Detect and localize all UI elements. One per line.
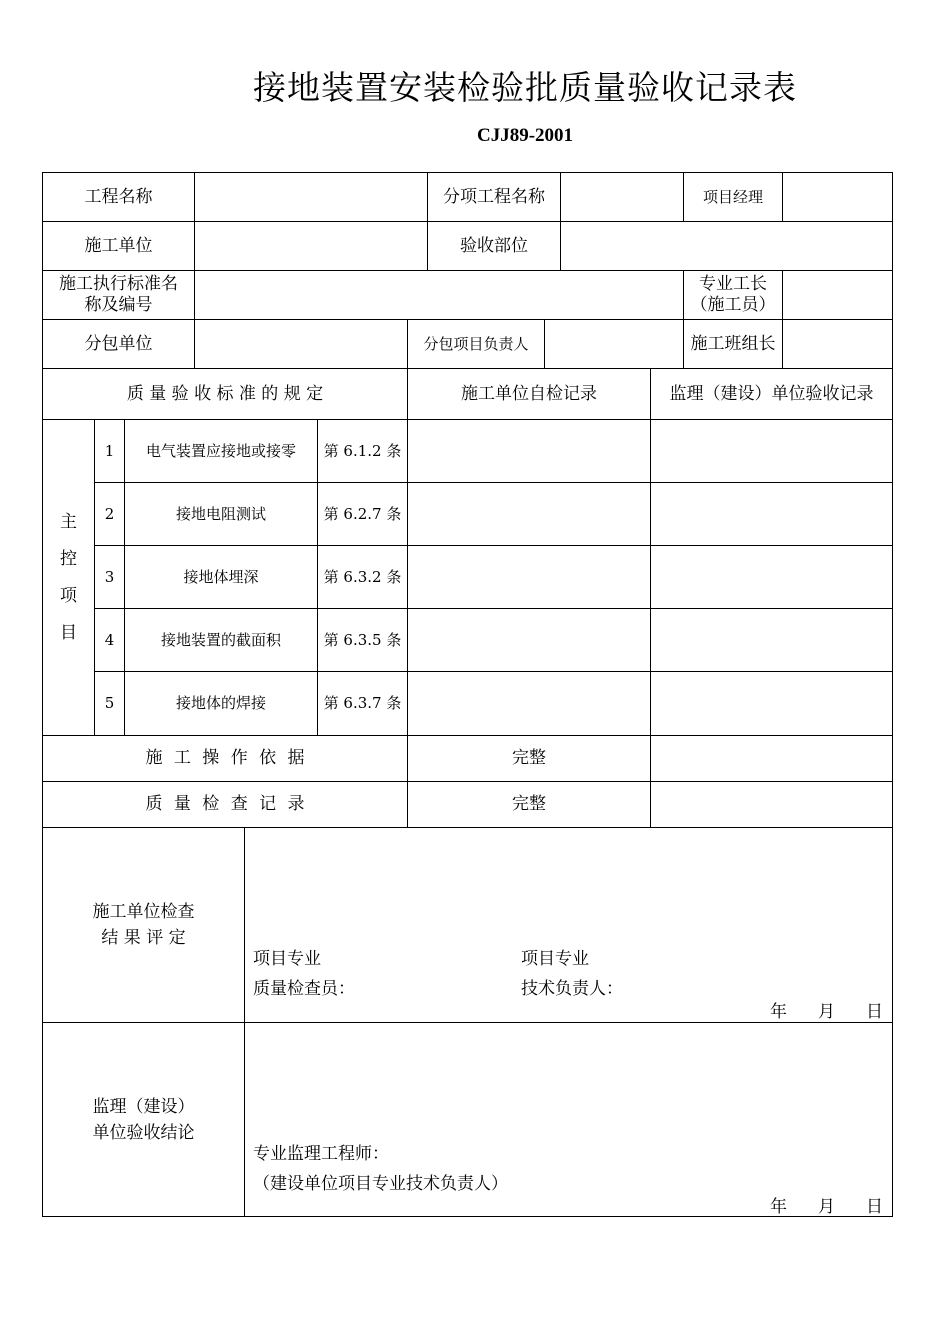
quality-inspection-value: 完整 bbox=[407, 781, 651, 828]
tech-lead-line1: 项目专业 bbox=[521, 949, 589, 969]
main-items-char-2: 控 bbox=[60, 548, 77, 569]
owner-representative-label: （建设单位项目专业技术负责人） bbox=[253, 1174, 508, 1194]
sub-manager-field[interactable] bbox=[544, 319, 684, 369]
project-manager-field[interactable] bbox=[782, 172, 893, 222]
label-execution-standard bbox=[42, 270, 195, 320]
item-number: 2 bbox=[94, 482, 125, 546]
execution-standard-field[interactable] bbox=[194, 270, 684, 320]
label-project-manager: 项目经理 bbox=[683, 172, 783, 222]
item-self-check-cell[interactable] bbox=[407, 608, 651, 672]
main-items-char-3: 项 bbox=[60, 585, 77, 606]
item-name: 接地装置的截面积 bbox=[124, 608, 318, 672]
item-supervision-cell[interactable] bbox=[650, 671, 893, 736]
main-items-char-1: 主 bbox=[60, 511, 77, 532]
sub-project-name-field[interactable] bbox=[560, 172, 684, 222]
item-self-check-cell[interactable] bbox=[407, 545, 651, 609]
item-supervision-cell[interactable] bbox=[650, 482, 893, 546]
date-month: 月 bbox=[818, 1197, 835, 1217]
label-quality-inspection: 质 量 检 查 记 录 bbox=[42, 781, 408, 828]
date-day: 日 bbox=[866, 1002, 883, 1022]
item-name: 接地体埋深 bbox=[124, 545, 318, 609]
label-sub-project-name: 分项工程名称 bbox=[427, 172, 561, 222]
date-month: 月 bbox=[818, 1002, 835, 1022]
item-clause: 第 6.3.5 条 bbox=[317, 608, 408, 672]
item-clause: 第 6.3.7 条 bbox=[317, 671, 408, 736]
inspector-line2: 质量检查员： bbox=[253, 979, 355, 999]
execution-standard-line2: 称及编号 bbox=[84, 295, 153, 315]
item-supervision-cell[interactable] bbox=[650, 545, 893, 609]
item-number: 1 bbox=[94, 419, 125, 483]
column-header-self-check: 施工单位自检记录 bbox=[407, 368, 651, 420]
supervision-engineer-label: 专业监理工程师： bbox=[253, 1144, 389, 1164]
item-self-check-cell[interactable] bbox=[407, 671, 651, 736]
label-acceptance-part: 验收部位 bbox=[427, 221, 561, 271]
label-foreman bbox=[683, 270, 783, 320]
construction-basis-supervision-cell[interactable] bbox=[650, 735, 893, 782]
item-name: 接地电阻测试 bbox=[124, 482, 318, 546]
label-subcontractor: 分包单位 bbox=[42, 319, 195, 369]
item-number: 4 bbox=[94, 608, 125, 672]
column-header-standard: 质 量 验 收 标 准 的 规 定 bbox=[42, 368, 408, 420]
execution-standard-line1: 施工执行标准名 bbox=[59, 274, 178, 294]
item-number: 5 bbox=[94, 671, 125, 736]
date-year: 年 bbox=[770, 1197, 787, 1217]
supervision-conclusion-line1: 监理（建设） bbox=[92, 1096, 195, 1117]
tech-lead-line2: 技术负责人： bbox=[521, 979, 623, 999]
project-name-field[interactable] bbox=[194, 172, 428, 222]
item-clause: 第 6.3.2 条 bbox=[317, 545, 408, 609]
team-leader-field[interactable] bbox=[782, 319, 893, 369]
label-sub-manager: 分包项目负责人 bbox=[407, 319, 545, 369]
label-project-name: 工程名称 bbox=[42, 172, 195, 222]
item-number: 3 bbox=[94, 545, 125, 609]
column-header-supervision: 监理（建设）单位验收记录 bbox=[650, 368, 893, 420]
item-self-check-cell[interactable] bbox=[407, 419, 651, 483]
foreman-line2: （施工员） bbox=[690, 295, 776, 315]
item-supervision-cell[interactable] bbox=[650, 419, 893, 483]
construction-basis-value: 完整 bbox=[407, 735, 651, 782]
supervision-conclusion-line2: 单位验收结论 bbox=[92, 1122, 195, 1143]
construction-conclusion-line1: 施工单位检查 bbox=[92, 902, 195, 922]
item-clause: 第 6.1.2 条 bbox=[317, 419, 408, 483]
label-construction-unit: 施工单位 bbox=[42, 221, 195, 271]
date-year: 年 bbox=[770, 1002, 787, 1022]
inspector-line1: 项目专业 bbox=[253, 949, 321, 969]
label-supervision-conclusion bbox=[42, 1022, 245, 1217]
construction-conclusion-line2: 结 果 评 定 bbox=[101, 928, 186, 948]
date-day: 日 bbox=[866, 1197, 883, 1217]
construction-unit-field[interactable] bbox=[194, 221, 428, 271]
label-team-leader: 施工班组长 bbox=[683, 319, 783, 369]
label-construction-conclusion bbox=[42, 827, 245, 1023]
page-title: 接地装置安装检验批质量验收记录表 bbox=[253, 68, 797, 107]
foreman-field[interactable] bbox=[782, 270, 893, 320]
main-items-char-4: 目 bbox=[60, 622, 77, 643]
item-self-check-cell[interactable] bbox=[407, 482, 651, 546]
quality-inspection-supervision-cell[interactable] bbox=[650, 781, 893, 828]
item-clause: 第 6.2.7 条 bbox=[317, 482, 408, 546]
label-construction-basis: 施 工 操 作 依 据 bbox=[42, 735, 408, 782]
standard-code: CJJ89-2001 bbox=[476, 125, 574, 146]
acceptance-part-field[interactable] bbox=[560, 221, 893, 271]
item-name: 电气装置应接地或接零 bbox=[124, 419, 318, 483]
main-items-label bbox=[42, 419, 95, 736]
subcontractor-field[interactable] bbox=[194, 319, 408, 369]
item-name: 接地体的焊接 bbox=[124, 671, 318, 736]
foreman-line1: 专业工长 bbox=[699, 274, 767, 294]
item-supervision-cell[interactable] bbox=[650, 608, 893, 672]
